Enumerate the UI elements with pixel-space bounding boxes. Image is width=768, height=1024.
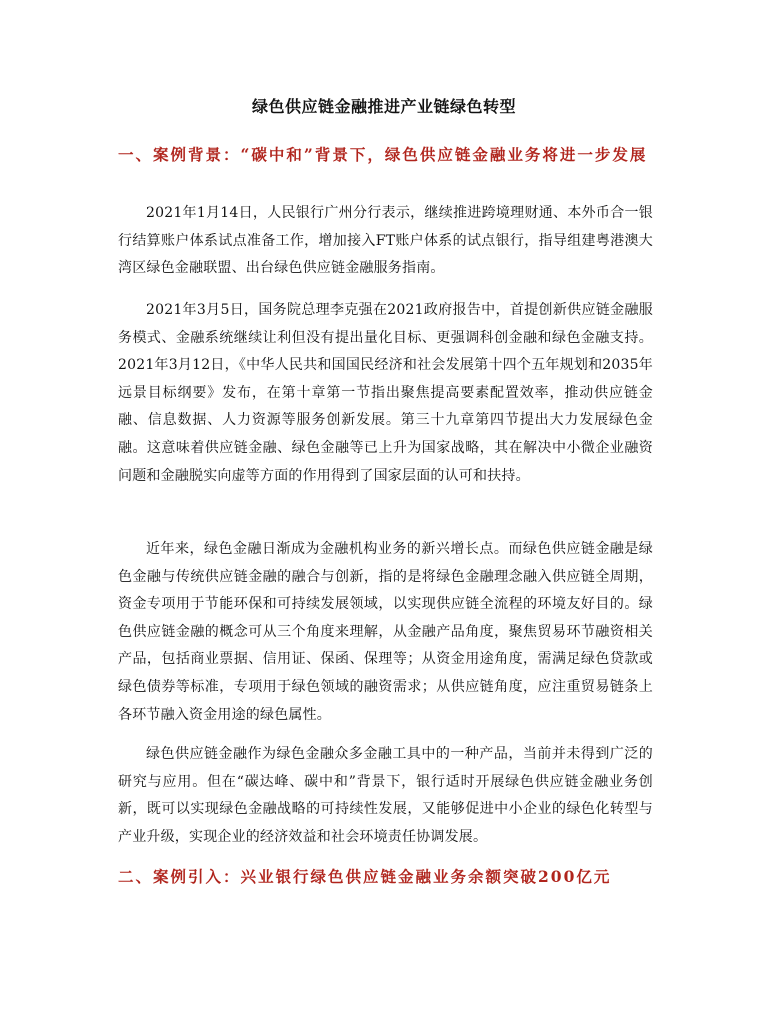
paragraph: 绿色供应链金融作为绿色金融众多金融工具中的一种产品，当前并未得到广泛的研究与应用。但在“碳达峰、碳中和”背景下，银行适时开展绿色供应链金融业务创新，既可以实现绿色金融战略的可持续性发展，又能够促进中小企业的绿色化转型与产业升级，实现企业的经济效益和社会环境责任协调发展。 [118, 746, 653, 845]
section-heading-case-intro: 二、案例引入：兴业银行绿色供应链金融业务余额突破200亿元 [118, 867, 612, 886]
paragraph: 2021年3月5日，国务院总理李克强在2021政府报告中，首提创新供应链金融服务模式、金融系统继续让利但没有提出量化目标、更强调科创金融和绿色金融支持。2021年3月12日，《中华人民共和国国民经济和社会发展第十四个五年规划和2035年远景目标纲要》发布，在第十章第一节指出聚焦提高要素配置效率，推动供应链金融、信息数据、人力资源等服务创新发展。第三十九章第四节提出大力发展绿色金融。这意味着供应链金融、绿色金融等已上升为国家战略，其在解决中小微企业融资问题和金融脱实向虚等方面的作用得到了国家层面的认可和扶持。 [118, 302, 653, 484]
paragraph: 2021年1月14日，人民银行广州分行表示，继续推进跨境理财通、本外币合一银行结算账户体系试点准备工作，增加接入FT账户体系的试点银行，指导组建粤港澳大湾区绿色金融联盟、出台绿色供应链金融服务指南。 [118, 205, 653, 277]
document-title: 绿色供应链金融推进产业链绿色转型 [251, 97, 516, 116]
paragraph: 近年来，绿色金融日渐成为金融机构业务的新兴增长点。而绿色供应链金融是绿色金融与传统供应链金融的融合与创新，指的是将绿色金融理念融入供应链全周期，资金专项用于节能环保和可持续发展领域，以实现供应链全流程的环境友好目的。绿色供应链金融的概念可从三个角度来理解，从金融产品角度，聚焦贸易环节融资相关产品，包括商业票据、信用证、保函、保理等；从资金用途角度，需满足绿色贷款或绿色债券等标准，专项用于绿色领域的融资需求；从供应链角度，应注重贸易链条上各环节融入资金用途的绿色属性。 [118, 541, 653, 723]
section-heading-background: 一、案例背景：“碳中和”背景下，绿色供应链金融业务将进一步发展 [118, 145, 648, 164]
